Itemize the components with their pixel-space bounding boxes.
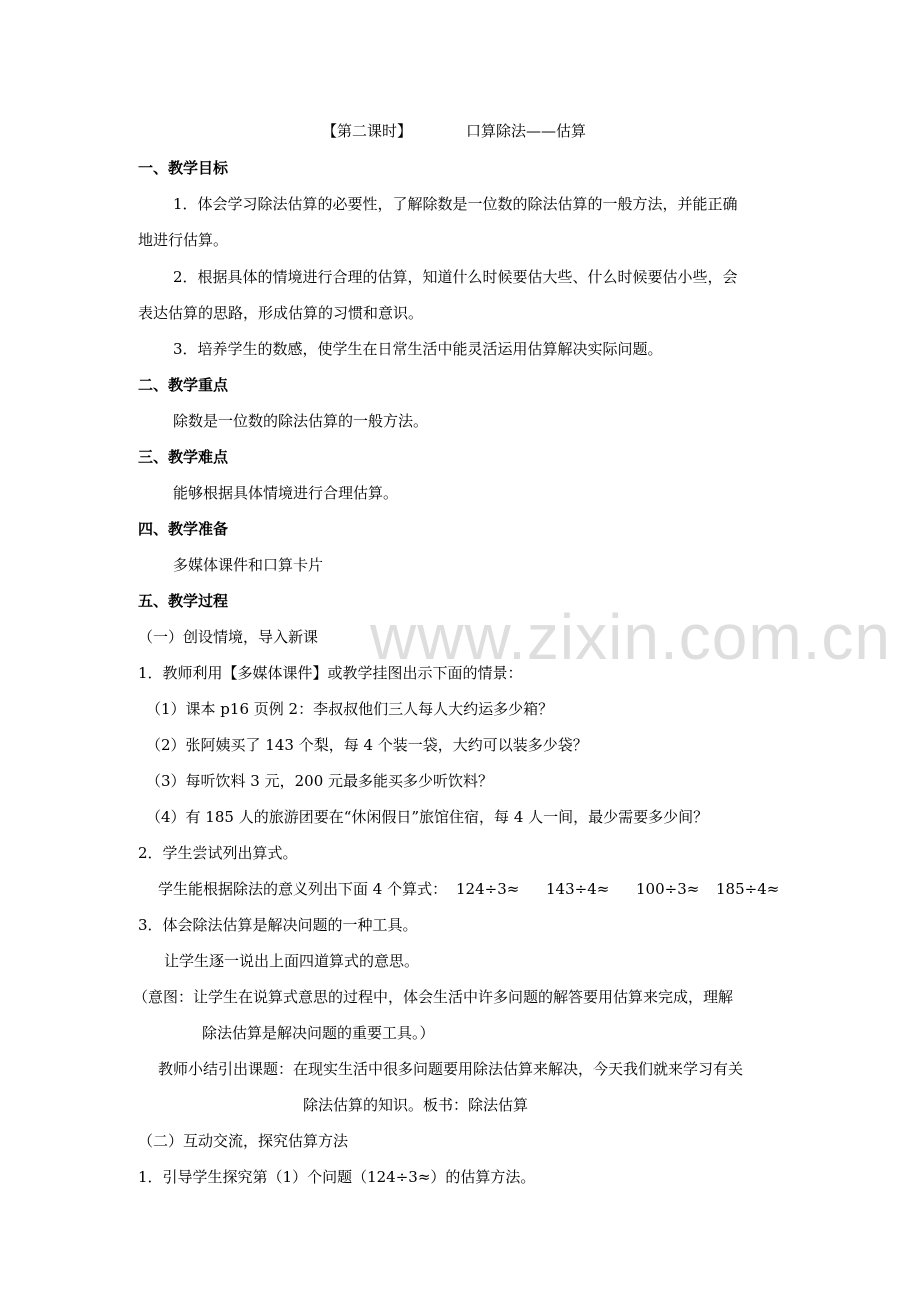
goals-heading: 一、教学目标 bbox=[138, 159, 229, 177]
goal-3: 3．培养学生的数感，使学生在日常生活中能灵活运用估算解决实际问题。 bbox=[173, 340, 663, 358]
expression-1: 124÷3≈ bbox=[456, 880, 520, 898]
part-2-heading: （二）互动交流，探究估算方法 bbox=[138, 1132, 349, 1150]
expression-4: 185÷4≈ bbox=[716, 880, 780, 898]
goal-1-line-1: 1．体会学习除法估算的必要性，了解除数是一位数的除法估算的一般方法，并能正确 bbox=[173, 195, 738, 213]
step-1: 1．教师利用【多媒体课件】或教学挂图出示下面的情景： bbox=[138, 664, 523, 682]
expression-2: 143÷4≈ bbox=[546, 880, 610, 898]
step-3-text: 让学生逐一说出上面四道算式的意思。 bbox=[164, 952, 420, 970]
goal-2-line-1: 2．根据具体的情境进行合理的估算，知道什么时候要估大些、什么时候要估小些，会 bbox=[173, 268, 738, 286]
summary-line-2: 除法估算的知识。板书：除法估算 bbox=[303, 1096, 529, 1114]
goal-2-line-2: 表达估算的思路，形成估算的习惯和意识。 bbox=[138, 304, 424, 322]
goal-1-line-2: 地进行估算。 bbox=[138, 231, 229, 249]
question-2: （2）张阿姨买了 143 个梨，每 4 个装一袋，大约可以装多少袋？ bbox=[146, 736, 588, 754]
process-heading: 五、教学过程 bbox=[138, 592, 229, 610]
step-3: 3．体会除法估算是解决问题的一种工具。 bbox=[138, 916, 418, 934]
question-3: （3）每听饮料 3 元，200 元最多能买多少听饮料？ bbox=[146, 772, 494, 790]
prep-text: 多媒体课件和口算卡片 bbox=[173, 556, 324, 574]
step-4: 1．引导学生探究第（1）个问题（124÷3≈）的估算方法。 bbox=[138, 1168, 536, 1186]
intent-line-1: （意图：让学生在说算式意思的过程中，体会生活中许多问题的解答要用估算来完成，理解 bbox=[133, 988, 734, 1006]
intent-line-2: 除法估算是解决问题的重要工具。） bbox=[202, 1024, 435, 1042]
question-1: （1）课本 p16 页例 2：李叔叔他们三人每人大约运多少箱？ bbox=[146, 700, 554, 718]
expression-3: 100÷3≈ bbox=[636, 880, 700, 898]
focus-heading: 二、教学重点 bbox=[138, 376, 229, 394]
summary-line-1: 教师小结引出课题：在现实生活中很多问题要用除法估算来解决，今天我们就来学习有关 bbox=[158, 1060, 744, 1078]
difficulty-heading: 三、教学难点 bbox=[138, 448, 229, 466]
step-2-text: 学生能根据除法的意义列出下面 4 个算式： bbox=[158, 880, 448, 898]
part-1-heading: （一）创设情境，导入新课 bbox=[138, 628, 319, 646]
lesson-topic: 口算除法——估算 bbox=[466, 122, 587, 140]
lesson-label: 【第二课时】 bbox=[322, 122, 413, 140]
step-2: 2．学生尝试列出算式。 bbox=[138, 844, 298, 862]
question-4: （4）有 185 人的旅游团要在“休闲假日”旅馆住宿，每 4 人一间，最少需要多少间？ bbox=[146, 808, 709, 826]
difficulty-text: 能够根据具体情境进行合理估算。 bbox=[173, 484, 399, 502]
watermark: www.zixin.com.cn bbox=[370, 601, 891, 673]
focus-text: 除数是一位数的除法估算的一般方法。 bbox=[173, 412, 429, 430]
prep-heading: 四、教学准备 bbox=[138, 520, 229, 538]
